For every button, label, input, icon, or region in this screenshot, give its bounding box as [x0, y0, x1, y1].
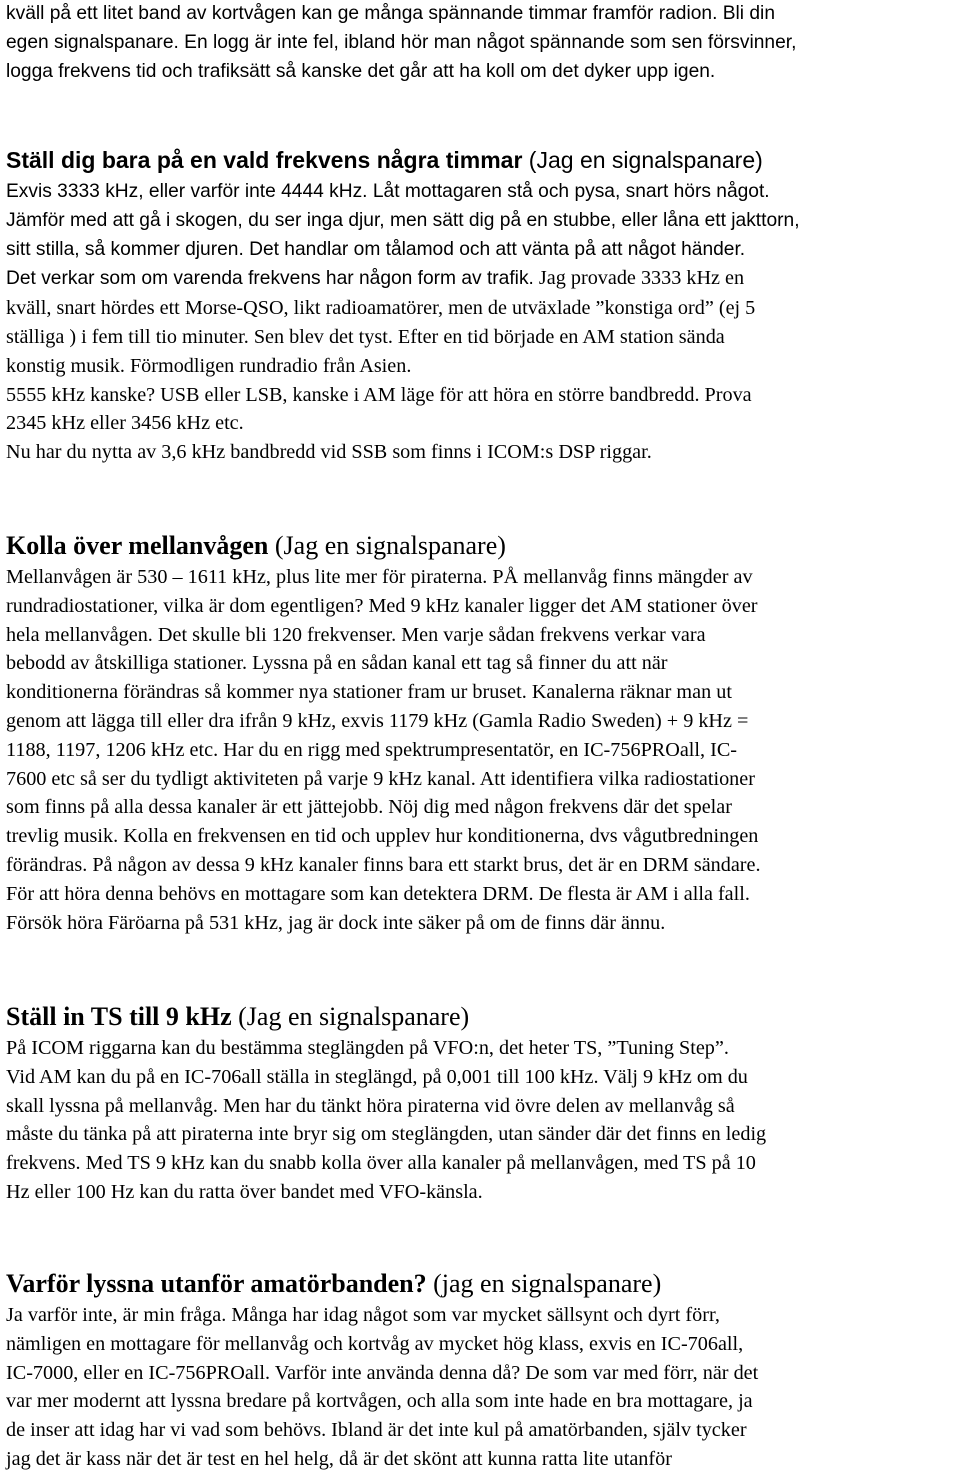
- body-line: Ja varför inte, är min fråga. Många har idag något som var mycket sällsynt och dyrt förr,: [6, 1304, 720, 1326]
- intro-paragraph: [6, 0, 796, 86]
- section-single-frequency: [6, 143, 800, 467]
- heading-bold: Ställ in TS till 9 kHz: [6, 1002, 232, 1031]
- heading-bold: Ställ dig bara på en vald frekvens några timmar: [6, 147, 523, 173]
- body-line: förändras. På någon av dessa 9 kHz kanaler finns bara ett starkt brus, det är en DRM sändare.: [6, 853, 761, 876]
- mixed-sans-part: Det verkar som om varenda frekvens har någon form av trafik.: [6, 268, 534, 290]
- section-body-sans: [6, 178, 800, 294]
- body-line: Jämför med att gå i skogen, du ser inga djur, men sätt dig på en stubbe, eller låna ett jakttorn,: [6, 209, 800, 231]
- body-line: På ICOM riggarna kan du bestämma steglängden på VFO:n, det heter TS, ”Tuning Step”.: [6, 1037, 729, 1059]
- body-line: genom att lägga till eller dra ifrån 9 kHz, exvis 1179 kHz (Gamla Radio Sweden) + 9 kHz =: [6, 709, 749, 732]
- body-line: kväll, snart hördes ett Morse-QSO, likt radioamatörer, men de utväxlade ”konstiga ord” (ej 5: [6, 297, 756, 320]
- body-line: Mellanvågen är 530 – 1611 kHz, plus lite mer för piraterna. PÅ mellanvåg finns mängder av: [6, 566, 753, 588]
- mixed-serif-part: Jag provade 3333 kHz en: [533, 267, 745, 290]
- body-line: jag det är kass när det är test en hel helg, då är det skönt att kunna ratta lite utanför: [6, 1447, 672, 1470]
- body-line: skall lyssna på mellanvåg. Men har du tänkt höra piraterna vid övre delen av mellanvåg så: [6, 1094, 735, 1117]
- section-medium-wave: [6, 529, 761, 937]
- body-line: var mer modernt att lyssna bredare på kortvågen, och alla som inte hade en bra mottagare, ja: [6, 1390, 753, 1413]
- body-line: konstig musik. Förmodligen rundradio från Asien.: [6, 354, 412, 377]
- body-line: Försök höra Färöarna på 531 kHz, jag är dock inte säker på om de finns där ännu.: [6, 911, 666, 934]
- body-line: nämligen en mottagare för mellanvåg och kortvåg av mycket hög klass, exvis en IC-706all,: [6, 1332, 744, 1355]
- body-line: För att höra denna behövs en mottagare som kan detektera DRM. De flesta är AM i alla fall.: [6, 882, 750, 905]
- body-line: Exvis 3333 kHz, eller varför inte 4444 kHz. Låt mottagaren stå och pysa, snart hörs något.: [6, 181, 770, 202]
- intro-line: kväll på ett litet band av kortvågen kan ge många spännande timmar framför radion. Bli din: [6, 3, 775, 24]
- heading-bold: Kolla över mellanvågen: [6, 531, 269, 560]
- body-line: sitt stilla, så kommer djuren. Det handlar om tålamod och att vänta på att något händer.: [6, 238, 746, 260]
- heading-rest: (Jag en signalspanare): [522, 147, 763, 173]
- body-line: de inser att idag har vi vad som behövs. Ibland är det inte kul på amatörbanden, själv tycker: [6, 1419, 747, 1442]
- body-line: hela mellanvågen. Det skulle bli 120 frekvenser. Men varje sådan frekvens verkar vara: [6, 623, 706, 646]
- section-body-serif: [6, 294, 800, 467]
- body-line: rundradiostationer, vilka är dom egentligen? Med 9 kHz kanaler ligger det AM stationer över: [6, 594, 758, 617]
- body-line: ställiga ) i fem till tio minuter. Sen blev det tyst. Efter en tid började en AM station sända: [6, 325, 725, 348]
- section-why-listen: [6, 1267, 758, 1474]
- heading-rest: (Jag en signalspanare): [231, 1002, 470, 1031]
- body-line: måste du tänka på att piraterna inte bryr sig om steglängden, utan sänder där det finns en ledig: [6, 1123, 767, 1146]
- section-heading: [6, 1267, 758, 1301]
- body-line-mixed: [6, 264, 800, 294]
- body-line: Vid AM kan du på en IC-706all ställa in steglängd, på 0,001 till 100 kHz. Välj 9 kHz om du: [6, 1065, 748, 1088]
- section-tuning-step: [6, 1000, 766, 1207]
- body-line: konditionerna förändras så kommer nya stationer fram ur bruset. Kanalerna räknar man ut: [6, 681, 732, 704]
- body-line: 2345 kHz eller 3456 kHz etc.: [6, 412, 244, 435]
- heading-bold: Varför lyssna utanför amatörbanden?: [6, 1269, 427, 1298]
- section-heading: [6, 143, 800, 177]
- intro-line: logga frekvens tid och trafiksätt så kanske det går att ha koll om det dyker upp igen.: [6, 60, 716, 82]
- body-line: IC-7000, eller en IC-756PROall. Varför inte använda denna då? De som var med förr, när det: [6, 1361, 759, 1384]
- section-heading: [6, 529, 761, 563]
- heading-rest: (jag en signalspanare): [426, 1269, 662, 1298]
- body-line: frekvens. Med TS 9 kHz kan du snabb kolla över alla kanaler på mellanvågen, med TS på 10: [6, 1152, 756, 1175]
- body-line: som finns på alla dessa kanaler är ett jättejobb. Nöj dig med någon frekvens där det spelar: [6, 796, 732, 819]
- body-line: 5555 kHz kanske? USB eller LSB, kanske i AM läge för att höra en större bandbredd. Prova: [6, 383, 752, 406]
- body-line: Hz eller 100 Hz kan du ratta över bandet med VFO-känsla.: [6, 1180, 483, 1203]
- body-line: Nu har du nytta av 3,6 kHz bandbredd vid SSB som finns i ICOM:s DSP riggar.: [6, 441, 652, 464]
- intro-line: egen signalspanare. En logg är inte fel, ibland hör man något spännande som sen försvinner,: [6, 31, 797, 53]
- heading-rest: (Jag en signalspanare): [268, 531, 506, 560]
- body-line: bebodd av åtskilliga stationer. Lyssna på en sådan kanal ett tag så finner du att när: [6, 652, 668, 675]
- body-line: 1188, 1197, 1206 kHz etc. Har du en rigg med spektrumpresentatör, en IC-756PROall, IC-: [6, 738, 738, 761]
- body-line: 7600 etc så ser du tydligt aktiviteten på varje 9 kHz kanal. Att identifiera vilka radiostationer: [6, 767, 755, 790]
- body-line: trevlig musik. Kolla en frekvensen en tid och upplev hur konditionerna, dvs vågutbredningen: [6, 825, 759, 848]
- section-heading: [6, 1000, 766, 1034]
